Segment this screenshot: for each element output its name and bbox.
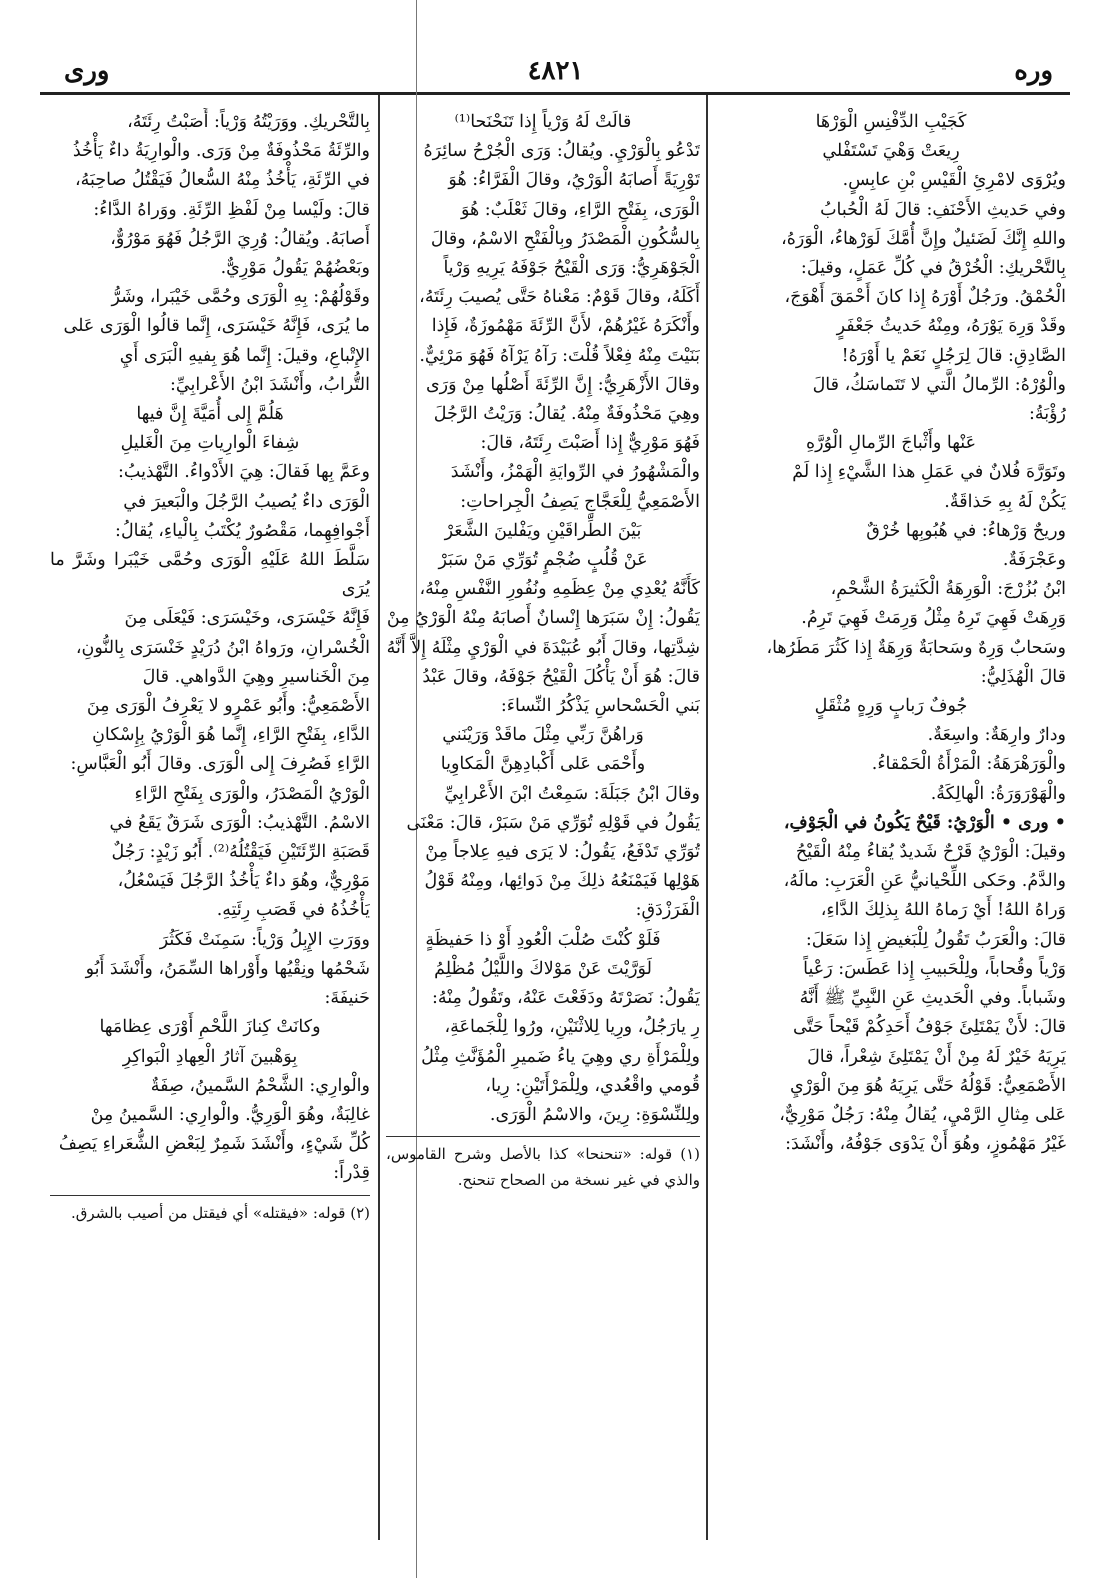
text-line: ولِلْمَرْأَةِ ري وهِيَ ياءُ ضَميرِ الْمُؤَنَّثِ مِثْلُ: [421, 1046, 700, 1067]
text-line: وقالَ الأَزْهَرِيُّ: إِنَّ الرِّئَةَ أَصْلُها مِنْ وَرَى: [425, 374, 700, 395]
text-line: يَقُولُ: نَصَرْتَهُ ودَفَعْتَ عَنْهُ، وتَقُولُ مِنْهُ:: [432, 988, 700, 1009]
column-right: [716, 108, 1066, 1558]
text-line: الْوَرَى داءٌ يُصيبُ الرَّجُلَ والْبَعيرَ في: [123, 491, 370, 512]
text-line: وهِيَ مَحْذُوفَةٌ مِنْهُ. يُقالُ: وَرَيْتُ الرَّجُلَ: [433, 404, 700, 425]
text-line: وفي حَديثِ الأَحْنَفِ: قالَ لَهُ الْحُبابُ: [820, 199, 1066, 220]
text-line: وَراهُ اللهُ! أَيْ رَماهُ اللهُ بِذلِكَ الدَّاءِ،: [820, 900, 1066, 921]
verse-line: بِوَهْبينَ آثارُ الْعِهادِ الْبَواكِرِ: [122, 1046, 298, 1067]
text-line: والْوُرْهُ: الرِّمالُ الَّتي لا تَتَماسَكُ، قالَ: [812, 374, 1066, 395]
text-line: بِالسُّكُونِ الْمَصْدَرُ وبِالْفَتْحِ الاسْمُ، وقالَ: [430, 228, 700, 249]
text-line: الْفَرَزْدَقِ:: [635, 900, 700, 921]
text-line: قالَ: هُوَ أَنْ يَأْكُلَ الْقَيْحُ جَوْفَهُ، وقالَ عَبْدُ: [422, 666, 700, 687]
text-line: ووَرَتِ الإِبِلُ وَرْياً: سَمِنَتْ فَكَثُرَ: [159, 929, 370, 950]
text-line: وقَدْ وَرِهَ يَوْرَهُ، ومِنْهُ حَديثُ جَعْفَرٍ: [836, 316, 1066, 337]
entry-heading-wry: • ورى • الْوَرْيُ: قَيْحٌ يَكُونُ في الْجَوْفِ،: [783, 812, 1066, 833]
verse-line: جُوفٌ رَبابٍ وَرِهٍ مُثْقَلٍ: [814, 696, 968, 717]
text-line: الأَصْمَعِيُّ لِلْعَجَّاجِ يَصِفُ الْجِراحاتِ:: [460, 491, 700, 512]
footnote-2: (٢) قوله: «فيقتله» أي فيقتل من أصيب بالشرق.: [71, 1203, 370, 1222]
verse-line: شِفاءَ الْوارِياتِ مِنَ الْغَليلِ: [120, 433, 300, 454]
text-line: كَأَنَّهُ يُعْدِي مِنْ عِظَمِهِ ونُفُورِ النَّفْسِ مِنْهُ،: [419, 579, 700, 600]
footnote-rule: [386, 1136, 700, 1137]
verse-line: رِيعَتْ وَهْيَ تَسْتَفْلي: [822, 141, 960, 162]
text-line: والْوَرَهْرَهَةُ: الْمَرْأَةُ الْحَمْقاءُ.: [871, 754, 1066, 775]
text-line: قِدْراً:: [333, 1163, 370, 1184]
text-line: تُوَرِّي تَدْفَعُ، يَقُولُ: لا يَرَى فيهِ عِلاجاً مِنْ: [425, 842, 700, 863]
text-line: ولِلنِّسْوَةِ: رِينَ، والاسْمُ الْوَرَى.: [489, 1104, 700, 1125]
text-line: والْهَوْرَوَرَةُ: الْهالِكَةُ.: [930, 783, 1066, 804]
text-line: فَإِنَّهُ خَيْسَرَى، وخَيْسَرَى: فَيْعَلَى مِنَ: [124, 608, 370, 629]
text-line: يَرِيَهُ خَيْرٌ لَهُ مِنْ أَنْ يَمْتَلِئَ شِعْراً، قالَ: [807, 1046, 1066, 1067]
column-left: [50, 108, 370, 1558]
verse-line: كَجَيْبِ الدِّفْنِسِ الْوَرْهَا: [815, 112, 967, 132]
text-line: وتَوَرَّهَ فُلانٌ في عَمَلِ هذا الشَّيْءِ إِذا لَمْ: [792, 462, 1066, 483]
text-line: يَأْخُذُهُ في قَصَبِ رِئَتِهِ.: [216, 900, 370, 921]
text-line: والْوارِي: الشَّحْمُ السَّمينُ، صِفَةٌ: [150, 1075, 370, 1096]
text-line: قُومي واقْعُدي، ولِلْمَرْأَتَيْنِ: رِيا،: [485, 1075, 700, 1096]
text-line: وبَعْضُهُمْ يَقُولُ مَوْرِيٌّ.: [220, 258, 370, 279]
column-middle: [386, 108, 700, 1558]
text-line: حَنيفَةَ:: [324, 988, 370, 1009]
text-line: بِالتَّحْريكِ. ووَرَيْتُهُ وَرْياً: أَصَبْتُ رِئَتَهُ،: [127, 112, 370, 132]
text-line: شَحْمُها ونِقْيُها وأَوْراها السِّمَنُ، وأَنْشَدَ أَبُو: [85, 958, 370, 979]
footnote-rule: [50, 1195, 370, 1196]
text-line: وقَوْلُهُمْ: بِهِ الْوَرَى وحُمَّى خَيْبَرا، وشَرُّ: [111, 287, 370, 308]
text-line: والدَّمُ. وحَكى اللِّحْيانيُّ عَنِ الْعَرَبِ: مالَهُ،: [783, 871, 1066, 892]
text-line: التُّرابُ، وأَنْشَدَ ابْنُ الأَعْرابِيِّ:: [170, 374, 370, 395]
verse-line: فَلَوْ كُنْتَ صُلْبَ الْعُودِ أَوْ ذا حَفيظَةٍ: [425, 929, 661, 950]
text-line: أَصابَهُ. ويُقالُ: وُرِيَ الرَّجُلُ فَهُوَ مَوْرُوٌّ،: [110, 228, 370, 249]
text-line: وريحٌ وَرْهاءُ: في هُبُوبِها خُرْقٌ: [866, 520, 1066, 541]
text-line: الْجَوْهَرِيُّ: وَرَى الْقَيْحُ جَوْفَهُ يَرِيهِ وَرْياً: [443, 258, 700, 279]
text-line: الرَّاءِ فَصُرِفَ إِلى الْوَرَى. وقالَ أَبُو الْعَبَّاسِ:: [70, 754, 370, 775]
verse-line: وكانَتْ كِنازَ اللَّحْمِ أَوْرَى عِظامَها: [99, 1017, 321, 1038]
text-line: وشَباباً. وفي الْحَديثِ عَنِ النَّبِيِّ ﷺ أَنَّهُ: [799, 988, 1066, 1009]
text-line: واللهِ إِنَّكَ لَضَئيلٌ وإِنَّ أُمَّكَ لَوَرْهاءُ، الْوَرَهُ،: [781, 228, 1066, 249]
text-line: وَرْياً وقُحاباً، ولِلْحَبيبِ إِذا عَطَسَ: رَعْياً: [803, 958, 1066, 979]
text-line: قَصَبَةِ الرِّئَتَيْنِ فَيَقْتُلُهُ⁽²⁾. أَبُو زَيْدٍ: رَجُلٌ: [111, 842, 370, 863]
text-line: كُلِّ شَيْءٍ، وأَنْشَدَ شَمِرٌ لِبَعْضِ الشُّعَراءِ يَصِفُ: [58, 1134, 370, 1155]
text-line: قالَ: والْعَرَبُ تَقُولُ لِلْبَغيضِ إِذا سَعَلَ:: [805, 929, 1066, 950]
text-line: الأَصْمَعِيُّ: وأَبُو عَمْرٍو لا يَعْرِفُ الْوَرَى مِنَ: [86, 696, 370, 717]
text-line: ويُرْوَى لامْرِئِ الْقَيْسِ بْنِ عابِسٍ.: [842, 170, 1066, 191]
text-line: شِدَّتِها، وقالَ أَبُو عُبَيْدَةَ في الْوَرْيِ مِثْلَهُ إِلاَّ أَنَّهُ: [386, 637, 700, 658]
verse-line: هَلُمَّ إِلى أُمَيَّةَ إِنَّ فيها: [136, 404, 284, 425]
text-line: أَكَلَهُ، وقالَ قَوْمٌ: مَعْناهُ حَتَّى يُصيبَ رِئَتَهُ،: [419, 287, 700, 308]
text-line: قالَ: لأَنْ يَمْتَلِئَ جَوْفُ أَحَدِكُمْ قَيْحاً حَتَّى: [793, 1017, 1066, 1038]
text-line: تَدْعُو بِالْوَرْيِ. ويُقالُ: وَرَى الْجُرْحُ سائِرَهُ: [423, 141, 700, 162]
text-line: ابْنُ بُزُرْجَ: الْوَرِهَةُ الْكَثيرَةُ الشَّحْمِ،: [830, 579, 1066, 600]
text-line: ودارٌ وارِهَةٌ: واسِعَةٌ.: [927, 725, 1066, 746]
text-line: وعَجْرَفَةٌ.: [1002, 550, 1066, 571]
text-line: وَرِهَتْ فَهِيَ تَرِهُ مِثْلُ وَرِمَتْ فَهِيَ تَرِمُ.: [801, 608, 1066, 629]
column-divider-left: [378, 95, 380, 1540]
text-line: قالَ: ولَيْسا مِنْ لَفْظِ الرِّئَةِ. ووَراهُ الدَّاءُ:: [93, 199, 370, 220]
text-line: بِالتَّحْريكِ: الْخُرْقُ في كُلِّ عَمَلٍ، وقيلَ:: [800, 258, 1066, 279]
text-line: وسَحابٌ وَرِهٌ وسَحابَةٌ وَرِهَةٌ إِذا كَثُرَ مَطَرُها،: [766, 637, 1066, 658]
text-line: الصَّادِقِ: قالَ لِرَجُلٍ نَعَمْ يا أَوْرَهُ!: [841, 345, 1066, 366]
text-line: عَلى مِثالِ الرَّمْيِ، يُقالُ مِنْهُ: رَجُلٌ مَوْرِيٌّ،: [779, 1104, 1066, 1125]
text-line: سَلَّطَ اللهُ عَلَيْهِ الْوَرَى وحُمَّى خَيْبَرا وشَرَّ ما يُرَى: [50, 550, 370, 600]
verse-line: بَيْنَ الطِّراقَيْنِ ويَفْلينَ الشَّعَرْ: [444, 520, 642, 541]
column-divider-right: [706, 95, 708, 1540]
text-line: الإِتْباعِ، وقيلَ: إِنَّما هُوَ بِفيهِ الْبَرَى أَيِ: [119, 345, 370, 366]
verse-line: وأَحْمَى عَلى أَكْبادِهِنَّ الْمَكاوِيا: [440, 754, 646, 775]
text-line: وعَمَّ بِها فَقالَ: هِيَ الأَدْواءُ. التَّهْذيبُ:: [117, 462, 370, 483]
text-line: ما يُرَى، فَإِنَّهُ خَيْسَرَى، إِنَّما قالُوا الْوَرَى عَلى: [63, 316, 370, 337]
text-line: مَوْرِيٌّ، وهُوَ داءٌ يَأْخُذُ الرَّجُلَ فَيَسْعُلُ،: [117, 871, 370, 892]
text-line: يَكُنْ لَهُ بِهِ حَذاقَةٌ.: [944, 491, 1066, 512]
text-line: الْوَرْيُ الْمَصْدَرُ، والْوَرَى بِفَتْحِ الرَّاءِ: [134, 783, 370, 804]
text-line: هَوْلِها فَيَمْنَعُهُ ذلِكَ مِنْ دَوائِها، ومِنْهُ قَوْلُ: [424, 871, 700, 892]
header-rule: [40, 92, 1070, 95]
text-line: فَهُوَ مَوْرِيٌّ إِذا أَصَبْتَ رِئَتَهُ، قالَ:: [480, 433, 700, 454]
text-line: يَقُولُ في قَوْلِهِ تُوَرِّي مَنْ سَبَرْ، قالَ: مَعْنَى: [406, 812, 700, 833]
verse-line: عَنْها وأَثْباجَ الرِّمالِ الْوُرَّهِ: [805, 433, 977, 454]
text-line: بَني الْحَسْحاسِ يَذْكُرُ النِّساءَ:: [500, 696, 700, 717]
text-line: والرِّئَةُ مَحْذُوفَةٌ مِنْ وَرَى. والْوارِيَةُ داءٌ يَأْخُذُ: [72, 141, 370, 162]
text-line: الْحُمْقُ. ورَجُلٌ أَوْرَهُ إِذا كانَ أَحْمَقَ أَهْوَجَ،: [784, 287, 1066, 308]
text-line: الْوَرَى، بِفَتْحِ الرَّاءِ، وقالَ ثَعْلَبٌ: هُوَ: [460, 199, 700, 220]
text-line: وأَنْكَرَهُ غَيْرُهُمْ، لأَنَّ الرِّئَةَ مَهْمُوزَةٌ، فَإِذا: [431, 316, 700, 337]
text-line: الدَّاءِ، بِفَتْحِ الرَّاءِ، إِنَّما هُوَ الْوَرْيُ بِإِسْكانِ: [92, 725, 370, 746]
page-number: ٤٨٢١: [527, 56, 584, 86]
text-line: وقيلَ: الْوَرْيُ قَرْحٌ شَديدٌ يُقاءُ مِنْهُ الْقَيْحُ: [795, 842, 1066, 863]
text-line: مِنَ الْخَناسيرِ وهِيَ الدَّواهي. قالَ: [142, 666, 370, 687]
text-line: رِ يارَجُلُ، ورِيا لِلاثْنَيْنِ، ورُوا لِلْجَماعَةِ،: [444, 1017, 700, 1038]
verse-line: لَوَرَّيْتَ عَنْ مَوْلاكَ واللَّيْلُ مُظْلِمُ: [434, 958, 652, 979]
text-line: غالِبَةٌ، وهُوَ الْوَرِيُّ. والْوارِي: السَّمينُ مِنْ: [90, 1104, 370, 1125]
text-line: يَقُولُ: إِنْ سَبَرَها إِنْسانٌ أَصابَهُ مِنْهُ الْوَرْيُ مِنْ: [386, 608, 700, 629]
text-line: غَيْرُ مَهْمُوزٍ، وهُوَ أَنْ يَدْوَى جَوْفُهُ، وأَنْشَدَ:: [785, 1134, 1066, 1155]
footnote-1: (١) قوله: «تنحنحا» كذا بالأصل وشرح القاموس، والذي في غير نسخة من الصحاح تنحنح.: [386, 1145, 700, 1190]
verse-line: عَنْ قُلُبٍ ضُجْمٍ تُوَرِّي مَنْ سَبَرْ: [438, 550, 648, 571]
text-line: والْمَشْهُورُ في الرِّوايَةِ الْهَمْزُ، وأَنْشَدَ: [450, 462, 700, 483]
header-root-left: ورى: [64, 56, 110, 86]
text-line: قالَ الْهُذَلِيُّ:: [980, 666, 1066, 687]
text-line: تَوْرِيَةً أَصابَهُ الْوَرْيُ، وقالَ الْفَرَّاءُ: هُوَ: [448, 170, 700, 191]
header-root-right: وره: [1014, 56, 1053, 86]
text-line: وقالَ ابْنُ جَبَلَةَ: سَمِعْتُ ابْنَ الأَعْرابِيِّ: [444, 783, 700, 804]
text-line: رُؤْبَةُ:: [1028, 404, 1066, 425]
text-line: الْخُسْرانِ، ورَواهُ ابْنُ دُرَيْدٍ خَنْسَرَى بِالنُّونِ،: [75, 637, 370, 658]
text-line: الاسْمُ. التَّهْذيبُ: الْوَرَى شَرَقٌ يَقَعُ في: [109, 812, 370, 833]
text-line: في الرِّئَةِ، يَأْخُذُ مِنْهُ السُّعالُ فَيَقْتُلُ صاحِبَهُ،: [75, 170, 370, 191]
text-line: أَجْوافِهِما، مَقْصُورٌ يُكْتَبُ بِالْياءِ، يُقالُ:: [115, 520, 370, 541]
verse-line: وَراهُنَّ رَبِّي مِثْلَ ماقَدْ وَرَيْنَني: [442, 725, 644, 746]
text-line: الأَصْمَعِيُّ: قَوْلُهُ حَتَّى يَرِيَهُ هُوَ مِنَ الْوَرْيِ: [789, 1075, 1066, 1096]
text-line: بَنَيْتَ مِنْهُ فِعْلاً قُلْتَ: رَآهُ يَرْآهُ فَهُوَ مَرْئِيٌّ.: [419, 345, 700, 366]
verse-line: قالَتْ لَهُ وَرْياً إِذا تَنَحْنَحا⁽¹⁾: [454, 112, 632, 132]
